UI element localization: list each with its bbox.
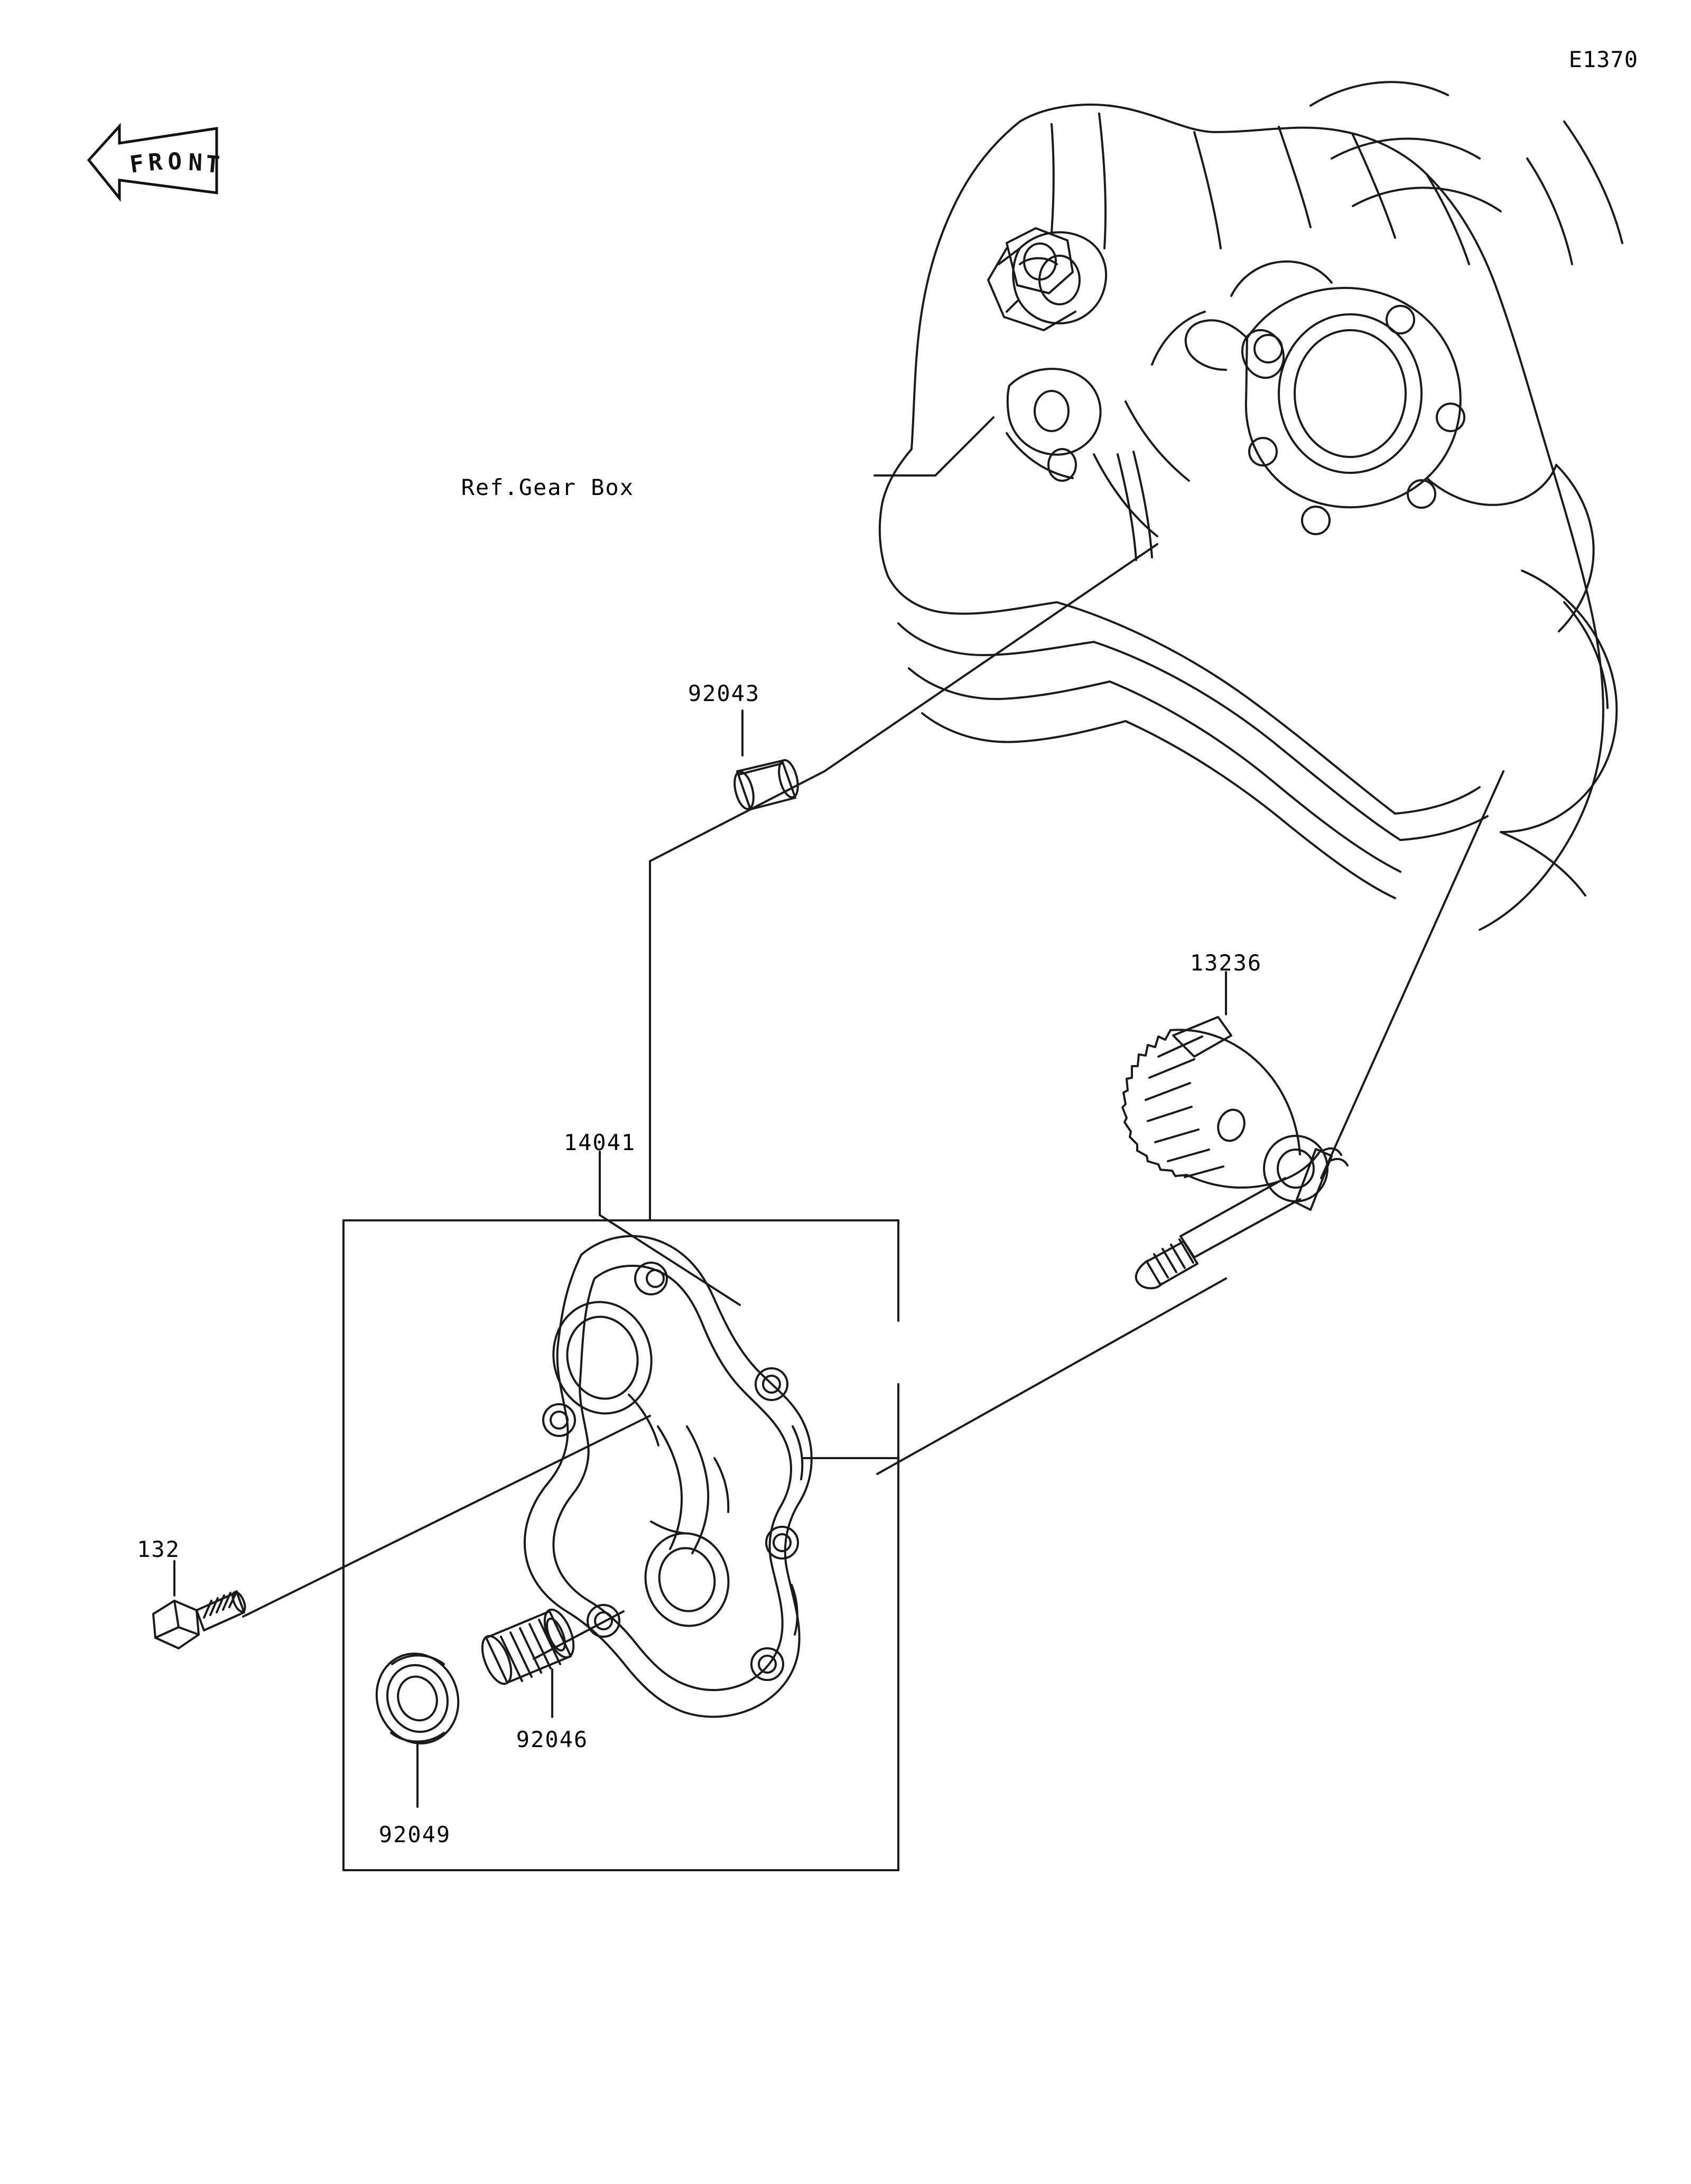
gear-box-reference (875, 82, 1622, 930)
svg-text:R: R (147, 148, 164, 176)
svg-text:N: N (188, 149, 203, 176)
part-92043-pin (731, 758, 801, 811)
part-92046-needle-bearing (477, 1606, 580, 1687)
diagram-code: E1370 (1568, 46, 1638, 72)
part-14041-cover (525, 1236, 812, 1717)
part-92049-oil-seal (364, 1642, 471, 1755)
callout-part-92046: 92046 (516, 1726, 589, 1752)
callout-ref-gear-box: Ref.Gear Box (461, 474, 634, 500)
part-13236-lever-shaft (1122, 1017, 1348, 1289)
callout-part-13236: 13236 (1190, 950, 1262, 976)
svg-text:T: T (205, 151, 221, 179)
callout-part-92049: 92049 (378, 1822, 451, 1847)
svg-text:O: O (167, 148, 182, 175)
part-132-bolt (153, 1590, 247, 1648)
callout-part-14041: 14041 (563, 1130, 636, 1155)
callout-part-132: 132 (137, 1536, 180, 1562)
svg-text:F: F (128, 150, 146, 179)
callout-part-92043: 92043 (687, 680, 760, 706)
